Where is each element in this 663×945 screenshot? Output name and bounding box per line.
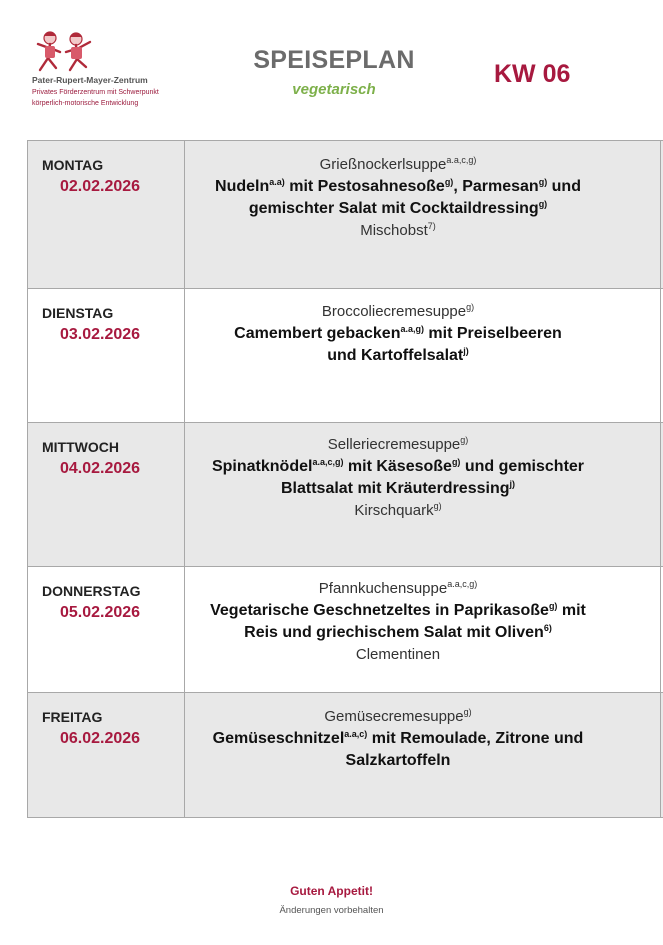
main-course-line [184, 345, 612, 367]
day-name: DONNERSTAG [42, 583, 141, 599]
day-cell [27, 289, 185, 422]
main-course-line [184, 728, 612, 750]
page-subtitle: vegetarisch [292, 81, 376, 98]
allergen-code: g) [463, 707, 472, 717]
main-course-text: und gemischter [460, 458, 585, 475]
day-name: DIENSTAG [42, 305, 114, 321]
day-cell [27, 141, 185, 288]
day-date: 06.02.2026 [60, 730, 141, 747]
children-logo-icon [30, 30, 100, 74]
main-course-line [184, 323, 612, 345]
dessert-name: Clementinen [355, 646, 441, 663]
main-course-line [184, 198, 612, 220]
soup [184, 154, 612, 176]
menu-row-friday [27, 693, 663, 818]
allergen-code: g) [538, 199, 548, 209]
main-course-line [184, 622, 612, 644]
allergen-code: a.a,c,g) [447, 579, 478, 589]
column-divider [660, 693, 661, 817]
page-title: SPEISEPLAN [253, 46, 415, 74]
allergen-code: g) [444, 177, 454, 187]
soup-name: Grießnockerlsuppe [319, 156, 447, 173]
dessert-name: Mischobst [360, 222, 428, 239]
main-course-text: und Kartoffelsalat [327, 347, 464, 364]
main-course-text: Nudeln [215, 178, 270, 195]
soup [184, 706, 612, 728]
dish-cell [184, 706, 612, 772]
menu-row-monday [27, 141, 663, 289]
column-divider [660, 567, 661, 692]
organization-name: Pater-Rupert-Mayer-Zentrum [32, 75, 148, 85]
column-divider [660, 289, 661, 422]
allergen-code: a.a,c) [344, 729, 368, 739]
calendar-week: KW 06 [494, 60, 571, 88]
day-date: 03.02.2026 [60, 326, 141, 343]
dessert-name: Kirschquark [354, 502, 434, 519]
logo [30, 30, 210, 115]
main-course-text: Reis und griechischem Salat mit Oliven [244, 624, 544, 641]
allergen-code: 6) [543, 623, 552, 633]
menu-row-wednesday [27, 423, 663, 567]
soup-name: Gemüsecremesuppe [324, 708, 464, 725]
day-name: MITTWOCH [42, 439, 119, 455]
column-divider [660, 423, 661, 566]
soup-name: Pfannkuchensuppe [318, 580, 448, 597]
allergen-code: g) [538, 177, 548, 187]
day-cell [27, 423, 185, 566]
dessert [184, 220, 612, 242]
day-date: 02.02.2026 [60, 178, 141, 195]
organization-subtitle: körperlich-motorische Entwicklung [32, 100, 139, 107]
main-course-line [184, 456, 612, 478]
allergen-code: j) [509, 479, 515, 489]
dessert [184, 500, 612, 522]
day-name: MONTAG [42, 157, 104, 173]
soup-name: Selleriecremesuppe [327, 436, 461, 453]
main-course-text: mit [557, 602, 586, 619]
allergen-code: g) [466, 302, 475, 312]
dessert [184, 644, 612, 666]
footer-note: Änderungen vorbehalten [279, 905, 384, 916]
soup [184, 434, 612, 456]
allergen-code: a.a,g) [400, 324, 424, 334]
main-course-text: Vegetarische Geschnetzeltes in Paprikasoße [210, 602, 549, 619]
day-date: 05.02.2026 [60, 604, 141, 621]
allergen-code: g) [548, 601, 558, 611]
menu-row-thursday [27, 567, 663, 693]
allergen-code: g) [460, 435, 469, 445]
soup [184, 301, 612, 323]
day-cell [27, 567, 185, 692]
allergen-code: g) [433, 501, 442, 511]
main-course-line [184, 176, 612, 198]
allergen-code: 7) [427, 221, 436, 231]
main-course-text: Salzkartoffeln [345, 752, 451, 769]
day-date: 04.02.2026 [60, 460, 141, 477]
dish-cell [184, 434, 612, 522]
main-course-text: mit Remoulade, Zitrone und [367, 730, 584, 747]
main-course-text: , Parmesan [453, 178, 539, 195]
main-course-text: Blattsalat mit Kräuterdressing [280, 480, 510, 497]
day-name: FREITAG [42, 709, 103, 725]
main-course-line [184, 600, 612, 622]
allergen-code: a.a,c,g) [312, 457, 344, 467]
dish-cell [184, 301, 612, 367]
main-course-text: Camembert gebacken [234, 325, 401, 342]
allergen-code: g) [451, 457, 461, 467]
main-course-text: mit Pestosahnesoße [284, 178, 445, 195]
day-cell [27, 693, 185, 817]
allergen-code: j) [463, 346, 469, 356]
main-course-text: gemischter Salat mit Cocktaildressing [248, 200, 539, 217]
dish-cell [184, 154, 612, 242]
main-course-text: Gemüseschnitzel [212, 730, 345, 747]
soup [184, 578, 612, 600]
main-course-line [184, 750, 612, 772]
footer-greeting: Guten Appetit! [290, 884, 373, 898]
main-course-text: mit Preiselbeeren [423, 325, 562, 342]
main-course-text: mit Käsesoße [343, 458, 452, 475]
main-course-text: Spinatknödel [211, 458, 313, 475]
dish-cell [184, 578, 612, 666]
soup-name: Broccoliecremesuppe [321, 303, 467, 320]
main-course-line [184, 478, 612, 500]
allergen-code: a.a) [269, 177, 285, 187]
organization-subtitle: Privates Förderzentrum mit Schwerpunkt [32, 89, 159, 96]
main-course-text: und [547, 178, 581, 195]
menu-table [27, 140, 663, 818]
menu-row-tuesday [27, 289, 663, 423]
allergen-code: a.a,c,g) [446, 155, 477, 165]
column-divider [660, 141, 661, 288]
